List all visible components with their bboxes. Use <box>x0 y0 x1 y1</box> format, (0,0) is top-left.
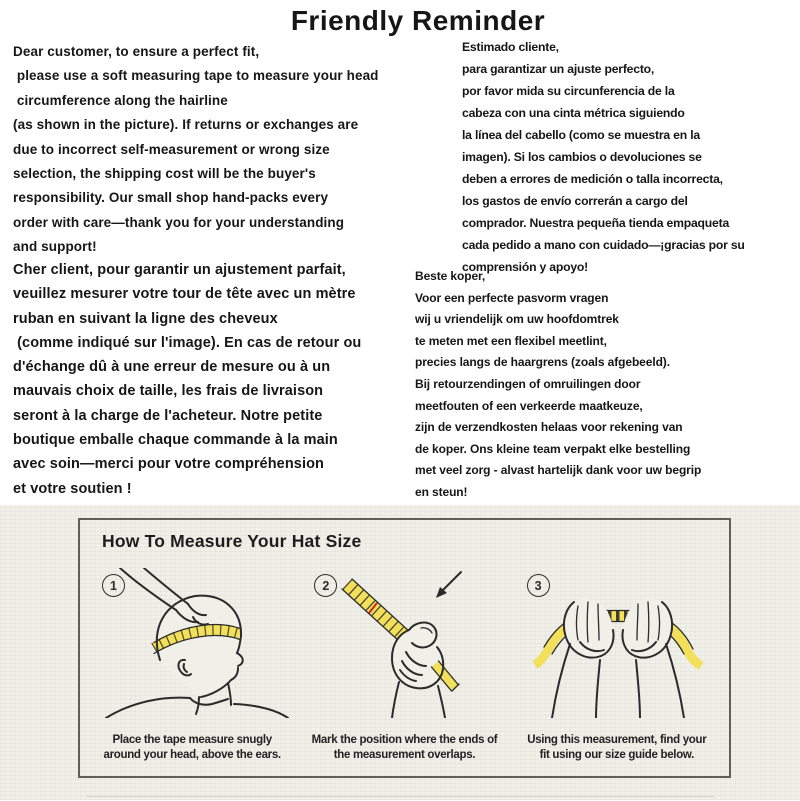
spanish-paragraph <box>462 36 745 278</box>
french-paragraph <box>13 258 361 501</box>
text-line: imagen). Si los cambios o devoluciones se <box>462 150 702 164</box>
caption-line: Mark the position where the ends of <box>311 734 498 747</box>
text-line: cada pedido a mano con cuidado—¡gracias por su <box>462 238 745 252</box>
caption-line: around your head, above the ears. <box>103 749 281 762</box>
measuring-guide-panel <box>0 505 800 800</box>
text-line: et votre soutien ! <box>13 480 132 497</box>
text-line: Beste koper, <box>415 269 486 283</box>
text-line: met veel zorg - alvast hartelijk dank voor uw begrip <box>415 463 702 478</box>
text-line: (comme indiqué sur l'image). En cas de retour ou <box>13 334 362 351</box>
text-line: comprador. Nuestra pequeña tienda empaqueta <box>462 216 730 230</box>
text-line: Voor een perfecte pasvorm vragen <box>415 290 609 305</box>
text-line: la línea del cabello (como se muestra en la <box>462 128 700 142</box>
text-line: boutique emballe chaque commande à la main <box>13 432 338 449</box>
caption-line: Place the tape measure snugly <box>112 734 272 747</box>
step-number: 2 <box>322 578 330 593</box>
text-line: Estimado cliente, <box>462 40 559 54</box>
hand-marking-tape-illustration <box>309 568 499 718</box>
measure-step-1 <box>86 562 298 772</box>
text-line: Dear customer, to ensure a perfect fit, <box>13 44 260 59</box>
next-section-divider <box>86 796 714 801</box>
step-caption <box>103 733 280 763</box>
text-line: avec soin—merci pour votre compréhension <box>13 456 325 473</box>
text-line: los gastos de envío correrán a cargo del <box>462 194 688 208</box>
caption-line: the measurement overlaps. <box>333 749 476 762</box>
text-line: wij u vriendelijk om uw hoofdomtrek <box>415 312 619 327</box>
step-number: 3 <box>534 578 542 593</box>
text-line: please use a soft measuring tape to measure your head <box>13 68 379 84</box>
page-title: Friendly Reminder <box>290 5 546 36</box>
guide-box <box>78 518 731 778</box>
text-line: en steun! <box>415 484 468 499</box>
measure-step-2 <box>298 562 510 772</box>
text-line: veuillez mesurer votre tour de tête avec un mètre <box>13 286 356 303</box>
text-line: seront à la charge de l'acheteur. Notre petite <box>13 407 323 424</box>
text-line: cabeza con una cinta métrica siguiendo <box>462 106 685 120</box>
text-line: Cher client, pour garantir un ajustement parfait, <box>13 262 346 278</box>
step-number: 1 <box>110 578 117 593</box>
text-line: responsibility. Our small shop hand-packs every <box>13 190 329 206</box>
guide-title: How To Measure Your Hat Size <box>102 531 362 551</box>
dutch-paragraph <box>415 266 701 504</box>
text-line: (as shown in the picture). If returns or exchanges are <box>13 117 359 133</box>
text-line: circumference along the hairline <box>13 92 228 108</box>
text-line: por favor mida su circunferencia de la <box>462 84 675 98</box>
text-line: zijn de verzendkosten helaas voor rekening van <box>415 420 683 435</box>
step-caption <box>312 733 498 763</box>
hands-stretching-tape-illustration <box>512 568 722 718</box>
text-line: order with care—thank you for your understanding <box>13 214 345 230</box>
text-line: para garantizar un ajuste perfecto, <box>462 62 655 76</box>
guide-steps-row <box>86 562 723 772</box>
step-caption <box>527 733 706 763</box>
text-line: precies langs de haargrens (zoals afgebeeld). <box>415 355 670 370</box>
text-line: de koper. Ons kleine team verpakt elke bestelling <box>415 441 691 456</box>
text-line: mauvais choix de taille, les frais de livraison <box>13 383 324 400</box>
measure-step-3 <box>511 562 723 772</box>
text-line: selection, the shipping cost will be the buyer's <box>13 166 316 182</box>
english-paragraph <box>13 40 379 260</box>
head-with-tape-illustration <box>92 568 292 718</box>
text-line: d'échange dû à une erreur de mesure ou à un <box>13 359 331 376</box>
text-line: ruban en suivant la ligne des cheveux <box>13 310 278 327</box>
text-line: due to incorrect self-measurement or wrong size <box>13 141 330 157</box>
text-line: and support! <box>13 239 97 255</box>
text-line: meetfouten of een verkeerde maatkeuze, <box>415 398 643 413</box>
caption-line: fit using our size guide below. <box>539 749 695 762</box>
text-line: comprensión y apoyo! <box>462 260 589 274</box>
text-line: te meten met een flexibel meetlint, <box>415 333 607 348</box>
text-line: Bij retourzendingen of omruilingen door <box>415 376 641 391</box>
text-line: deben a errores de medición o talla incorrecta, <box>462 172 723 186</box>
caption-line: Using this measurement, find your <box>527 734 707 747</box>
